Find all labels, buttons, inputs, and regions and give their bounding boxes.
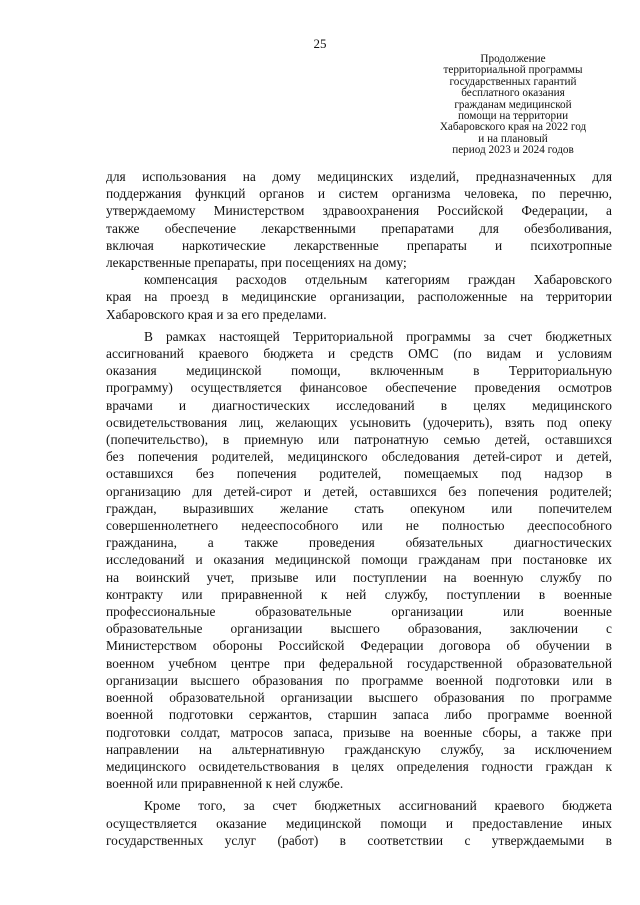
text-line: также обеспечение лекарственными препаратами для обезболивания,: [106, 220, 612, 236]
header-line: период 2023 и 2024 годов: [452, 144, 574, 157]
text-line: направлении на альтернативную гражданскую службу, за исключением: [106, 741, 612, 757]
header-line: гражданам медицинской: [454, 98, 572, 111]
text-line: без попечения родителей, медицинского обследования детей-сирот и детей,: [106, 449, 612, 465]
text-line: лекарственные препараты, при посещениях на дому;: [106, 255, 407, 271]
header-note: [415, 54, 611, 157]
text-line: граждан, выразивших желание стать опекуном или попечителем: [106, 500, 612, 516]
paragraph-4: [106, 797, 612, 849]
text-line: включая наркотические лекарственные препараты и психотропные: [106, 237, 612, 253]
body-text: [106, 168, 612, 849]
text-line: программу) осуществляется финансовое обеспечение проведения осмотров: [106, 380, 612, 396]
header-line: бесплатного оказания: [461, 87, 565, 100]
text-line: организации высшего образования по программе военной подготовки или в: [106, 672, 612, 688]
text-line: военной подготовки сержантов, старшин запаса либо программе военной: [106, 707, 612, 723]
text-line: образовательные организации высшего образования, заключении с: [106, 621, 612, 637]
text-line: освидетельствования лиц, желающих усыновить (удочерить), взять под опеку: [106, 414, 612, 430]
text-line: на воинский учет, призыве или поступлении на военную службу по: [106, 569, 612, 585]
text-line: гражданина, а также проведения обязательных диагностических: [106, 535, 612, 551]
paragraph-1: [106, 168, 612, 271]
text-line: Министерством обороны Российской Федерации договора об обучении в: [106, 638, 612, 654]
page-number: 25: [313, 36, 327, 51]
text-line: контракту или приравненной к ней службу, поступлении в военные: [106, 586, 612, 602]
text-line: осуществляется оказание медицинской помощи и предоставление иных: [106, 815, 612, 831]
header-line: Хабаровского края на 2022 год: [439, 121, 587, 134]
text-line: организацию для детей-сирот и детей, оставшихся без попечения родителей;: [106, 483, 612, 499]
header-line: государственных гарантий: [449, 75, 577, 88]
text-line: профессиональные образовательные организации или военные: [106, 604, 612, 620]
text-line: оказания медицинской помощи, включенным в Территориальную: [106, 363, 612, 379]
text-line: В рамках настоящей Территориальной программы за счет бюджетных: [144, 328, 612, 344]
text-line: утверждаемому Министерством здравоохранения Российской Федерации, а: [106, 203, 612, 219]
text-line: военной образовательной организации высшего образования по программе: [106, 690, 612, 706]
header-line: помощи на территории: [457, 110, 569, 123]
header-line: территориальной программы: [443, 64, 583, 77]
paragraph-2: [106, 271, 612, 323]
text-line: края на проезд в медицинские организации, расположенные на территории: [106, 289, 612, 305]
text-line: врачами и диагностических исследований в целях медицинского: [106, 397, 612, 413]
text-line: совершеннолетнего недееспособного или не полностью дееспособного: [106, 518, 612, 534]
text-line: военной или приравненной к ней службе.: [106, 776, 344, 792]
text-line: подготовки солдат, матросов запаса, призыве на военные сборы, а также при: [106, 724, 612, 740]
text-line: для использования на дому медицинских изделий, предназначенных для: [106, 169, 612, 184]
text-line: компенсация расходов отдельным категориям граждан Хабаровского: [144, 272, 612, 288]
text-line: Хабаровского края и за его пределами.: [106, 306, 327, 322]
text-line: Кроме того, за счет бюджетных ассигнований краевого бюджета: [144, 798, 612, 814]
text-line: военном учебном центре при федеральной государственной образовательной: [106, 655, 612, 671]
text-line: медицинского освидетельствования в целях определения годности граждан к: [106, 758, 612, 774]
text-line: (попечительство), в приемную или патронатную семью детей, оставшихся: [106, 432, 612, 448]
header-line: и на плановый: [478, 132, 548, 145]
text-line: исследований и оказания медицинской помощи гражданам при постановке их: [106, 552, 612, 568]
header-line: Продолжение: [480, 53, 546, 65]
paragraph-3: [106, 328, 612, 792]
text-line: поддержания функций органов и систем организма человека, по перечню,: [106, 186, 612, 202]
text-line: ассигнований краевого бюджета и средств ОМС (по видам и условиям: [106, 346, 612, 362]
text-line: государственных услуг (работ) в соответствии с утверждаемыми в: [106, 832, 612, 848]
text-line: оставшихся без попечения родителей, помещаемых под надзор в: [106, 466, 612, 482]
